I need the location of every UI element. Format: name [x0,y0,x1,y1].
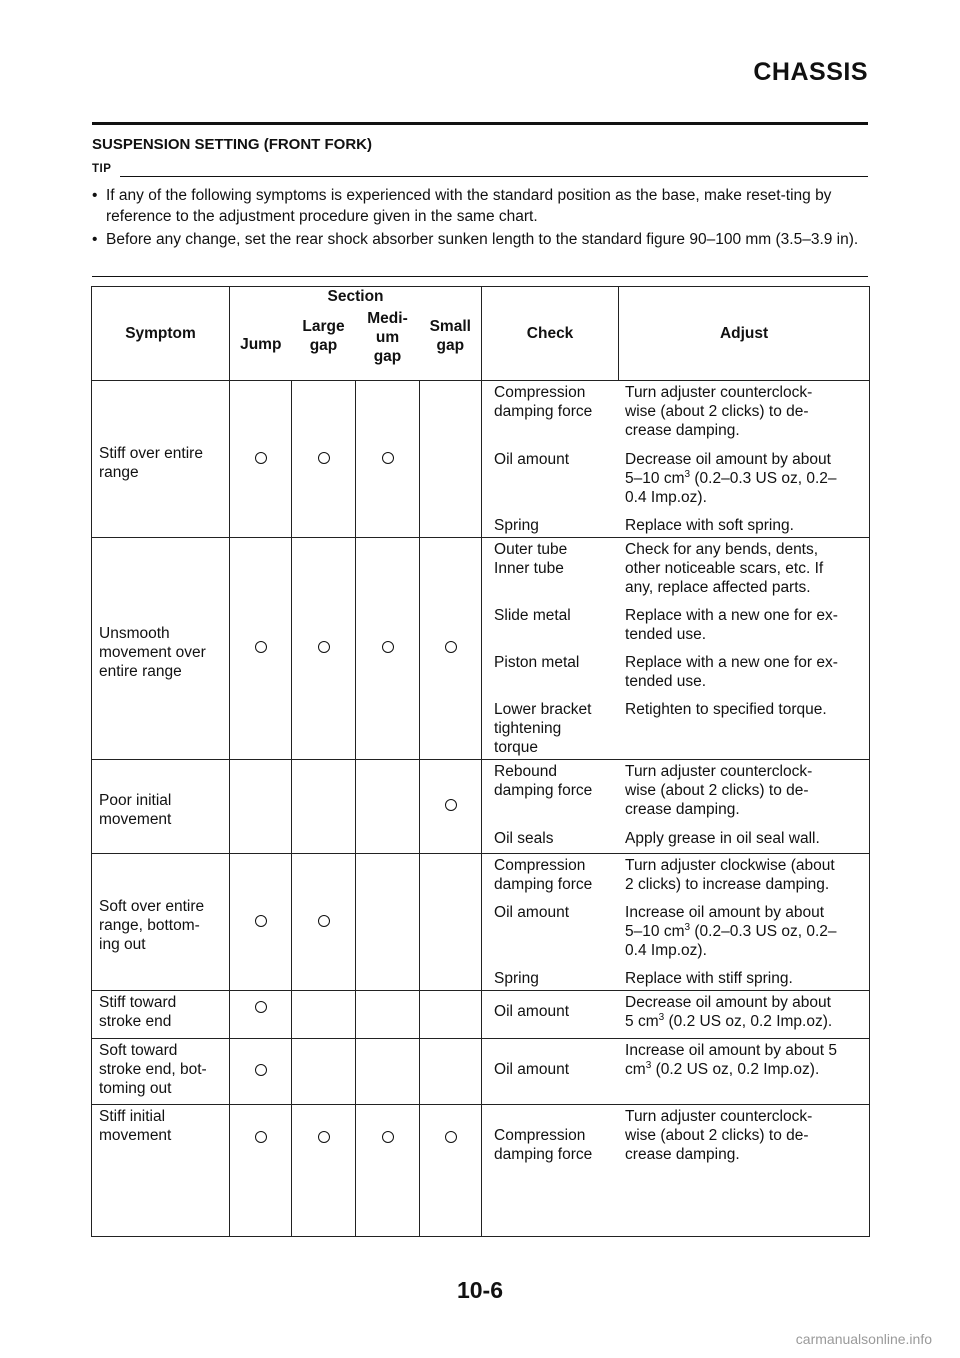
tip-rule [120,176,868,177]
symptom-line: Stiff over entire [99,444,203,462]
symptom-cell [92,854,230,991]
circle-mark-icon [382,641,394,653]
mark-cell-jump [230,1105,292,1237]
table-row [92,538,870,760]
check-text: Oil amount [494,1061,569,1078]
table-row [92,1105,870,1237]
adjust-text: Decrease oil amount by about 5 $cm^3$ (0.2 US oz, 0.2 Imp.oz). [625,994,833,1030]
symptom-cell [92,760,230,854]
mark-cell-jump [230,1039,292,1105]
mark-cell-medium-gap [356,760,420,854]
circle-mark-icon [255,1131,267,1143]
symptom-line: Poor initial [99,792,172,809]
circle-mark-icon [445,1131,457,1143]
check-adjust-item [488,762,865,829]
check-adjust-item [488,516,865,535]
symptom-line: Soft toward [99,1042,178,1059]
adjust-text: Apply grease in oil seal wall. [625,830,820,847]
col-header-medium-gap [356,309,420,381]
header-line: gap [436,336,465,354]
check-text: Oil seals [494,830,554,847]
circle-mark-icon [318,915,330,927]
suspension-setting-table [91,286,870,1237]
mark-cell-jump [230,760,292,854]
symptom-line: movement [99,811,172,828]
adjust-text: Turn adjuster counterclock- wise (about 2 clicks) to de- crease damping. [625,384,813,439]
mark-cell-medium-gap [356,991,420,1039]
mark-cell-large-gap [292,1105,356,1237]
header-rule [92,122,868,125]
symptom-line: Soft over entire [99,898,205,915]
page-number: 10-6 [456,1277,504,1303]
mark-cell-large-gap [292,991,356,1039]
mark-cell-small-gap [420,381,482,538]
tip-bullet-text: Before any change, set the rear shock absorber sunken length to the standard figure 90–100 mm (3.5–3.9 in). [106,231,859,248]
symptom-line: stroke end [99,1013,172,1030]
symptom-line: stroke end, bot- [99,1061,207,1078]
check-adjust-item [488,856,865,903]
check-adjust-item [488,1041,865,1079]
symptom-cell [92,991,230,1039]
col-header-check: Check [482,287,619,381]
circle-mark-icon [318,1131,330,1143]
check-adjust-item [488,700,865,757]
symptom-line: movement over [99,643,206,661]
check-text: Compression damping force [494,1127,593,1163]
check-adjust-cell [482,760,870,854]
mark-cell-large-gap [292,760,356,854]
mark-cell-medium-gap [356,1105,420,1237]
section-title: SUSPENSION SETTING (FRONT FORK) [92,136,373,153]
symptom-line: range [99,463,139,481]
col-header-jump: Jump [230,309,292,381]
check-adjust-item [488,540,865,606]
symptom-line: entire range [99,662,182,680]
check-adjust-item [488,450,865,516]
check-text: Rebound damping force [494,763,593,799]
symptom-line: Stiff toward [99,994,177,1011]
check-text: Slide metal [494,607,571,624]
check-adjust-item [488,903,865,969]
circle-mark-icon [382,1131,394,1143]
mark-cell-small-gap [420,1105,482,1237]
symptom-line: range, bottom- [99,917,200,934]
circle-mark-icon [318,452,330,464]
circle-mark-icon [445,799,457,811]
col-header-symptom: Symptom [92,287,230,381]
mark-cell-medium-gap [356,381,420,538]
mark-cell-large-gap [292,538,356,760]
symptom-cell [92,538,230,760]
table-row [92,854,870,991]
circle-mark-icon [255,1064,267,1076]
tip-bullet-text: If any of the following symptoms is experienced with the standard position as the base, make reset-ting by reference to the adjustment procedure given in the same chart. [106,187,832,225]
adjust-text: Replace with a new one for ex- tended use. [625,607,838,643]
symptom-line: ing out [99,936,146,953]
check-text: Lower bracket tightening torque [494,701,592,756]
header-line: Medi- [367,309,408,327]
symptom-line: toming out [99,1080,172,1097]
bullet-mark: • [92,231,98,248]
circle-mark-icon [382,452,394,464]
check-adjust-item [488,653,865,700]
check-text: Spring [494,970,539,987]
check-adjust-cell [482,1105,870,1237]
adjust-text: Replace with soft spring. [625,517,794,534]
col-header-large-gap [292,309,356,381]
adjust-text: Check for any bends, dents, other noticeable scars, etc. If any, replace affected parts. [625,541,824,596]
col-header-small-gap [420,309,482,381]
adjust-text: Retighten to specified torque. [625,701,827,718]
mark-cell-medium-gap [356,1039,420,1105]
mark-cell-jump [230,538,292,760]
tip-bullet [92,185,868,227]
mark-cell-small-gap [420,760,482,854]
bullet-mark: • [92,187,98,204]
header-line: gap [309,336,338,354]
mark-cell-medium-gap [356,854,420,991]
adjust-text: Turn adjuster counterclock- wise (about 2 clicks) to de- crease damping. [625,1108,813,1163]
adjust-text: Increase oil amount by about 5 $cm^3$ (0.2 US oz, 0.2 Imp.oz). [625,1042,838,1078]
mark-cell-small-gap [420,1039,482,1105]
table-row [92,991,870,1039]
adjust-text: Replace with a new one for ex- tended use. [625,654,838,690]
mark-cell-small-gap [420,991,482,1039]
check-adjust-item [488,829,865,848]
check-text: Oil amount [494,904,569,921]
tip-end-rule [92,276,868,277]
symptom-cell [92,381,230,538]
adjust-text: Turn adjuster counterclock- wise (about 2 clicks) to de- crease damping. [625,763,813,818]
col-header-adjust: Adjust [619,287,870,381]
adjust-text: Decrease oil amount by about 5–10 $cm^3$ (0.2–0.3 US oz, 0.2– 0.4 Imp.oz). [625,451,837,506]
adjust-text: Increase oil amount by about 5–10 $cm^3$ (0.2–0.3 US oz, 0.2– 0.4 Imp.oz). [625,904,837,959]
check-text: Spring [494,517,539,534]
check-adjust-item [488,969,865,988]
symptom-line: Unsmooth [99,624,170,642]
tip-label: TIP [92,163,112,175]
symptom-cell [92,1105,230,1237]
page-header-title: CHASSIS [753,58,868,86]
col-header-section: Section [230,287,482,309]
mark-cell-jump [230,381,292,538]
check-text: Piston metal [494,654,580,671]
check-adjust-cell [482,381,870,538]
circle-mark-icon [255,641,267,653]
header-line: gap [373,347,402,365]
header-line: Large [302,317,345,335]
check-text: Compression damping force [494,857,593,893]
circle-mark-icon [255,915,267,927]
mark-cell-medium-gap [356,538,420,760]
mark-cell-jump [230,854,292,991]
mark-cell-large-gap [292,1039,356,1105]
check-adjust-cell [482,854,870,991]
table-row [92,381,870,538]
check-adjust-cell [482,1039,870,1105]
circle-mark-icon [445,641,457,653]
symptom-line: Stiff initial [99,1108,166,1125]
circle-mark-icon [255,1001,267,1013]
table-row [92,1039,870,1105]
check-adjust-cell [482,991,870,1039]
mark-cell-jump [230,991,292,1039]
check-text: Compression damping force [494,384,593,420]
mark-cell-small-gap [420,854,482,991]
mark-cell-large-gap [292,854,356,991]
header-line: Small [429,317,471,335]
adjust-text: Replace with stiff spring. [625,970,793,987]
check-text: Oil amount [494,1003,569,1020]
table-row [92,760,870,854]
header-line: um [375,328,400,346]
adjust-text: Turn adjuster clockwise (about 2 clicks) to increase damping. [625,857,835,893]
check-text: Outer tube Inner tube [494,541,568,577]
check-adjust-cell [482,538,870,760]
check-text: Oil amount [494,451,569,468]
tip-bullet [92,229,868,250]
mark-cell-large-gap [292,381,356,538]
check-adjust-item [488,383,865,450]
symptom-line: movement [99,1127,172,1144]
circle-mark-icon [318,641,330,653]
check-adjust-item [488,606,865,653]
mark-cell-small-gap [420,538,482,760]
watermark: carmanualsonline.info [795,1331,932,1347]
symptom-cell [92,1039,230,1105]
circle-mark-icon [255,452,267,464]
check-adjust-item [488,1107,865,1164]
check-adjust-item [488,993,865,1031]
